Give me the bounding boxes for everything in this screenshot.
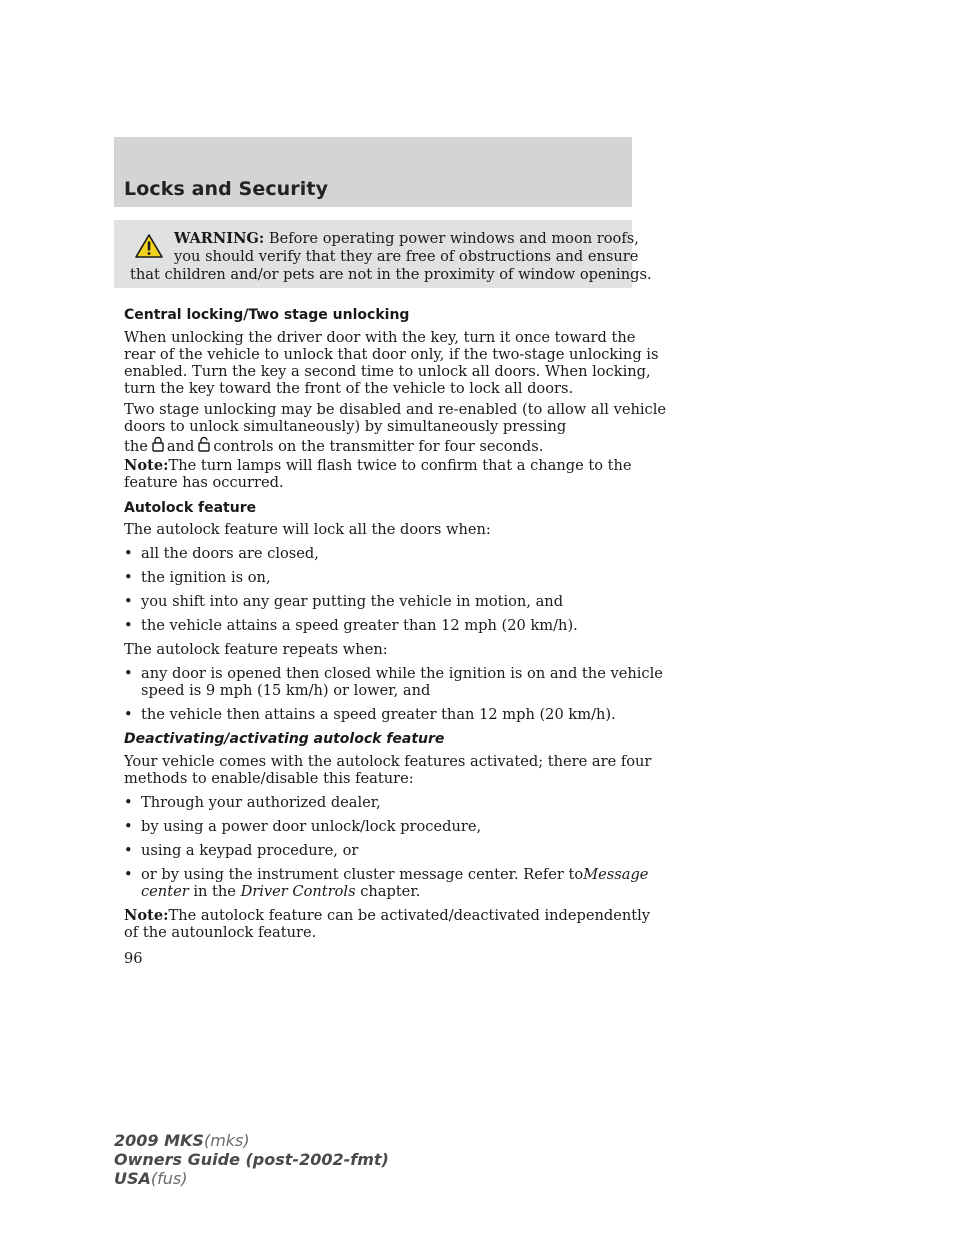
footer-guide: Owners Guide (post-2002-fmt) bbox=[114, 1150, 389, 1169]
autolock-repeat-bullet-1-line-1: any door is opened then closed while the ignition is on and the vehicle bbox=[141, 665, 663, 682]
deactivating-bullet-1: Through your authorized dealer, bbox=[141, 794, 381, 811]
deactivating-bullet-4-line-1 bbox=[141, 866, 648, 884]
central-locking-note-line-1 bbox=[124, 457, 632, 475]
autolock-heading: Autolock feature bbox=[124, 500, 257, 516]
footer-market: USA bbox=[114, 1169, 151, 1188]
warning-line-1 bbox=[174, 230, 639, 248]
note-label: Note: bbox=[124, 907, 169, 924]
autolock-repeat-bullet-2: the vehicle then attains a speed greater than 12 mph (20 km/h). bbox=[141, 706, 616, 723]
deactivating-p1-line-1: Your vehicle comes with the autolock features activated; there are four bbox=[124, 753, 652, 770]
footer-line-2 bbox=[114, 1151, 389, 1169]
bullet-dot: • bbox=[124, 818, 133, 835]
bullet-dot: • bbox=[124, 866, 133, 883]
deactivating-bullet-4-line-2 bbox=[141, 883, 420, 901]
bullet-dot: • bbox=[124, 665, 133, 682]
p2-the: the bbox=[124, 438, 148, 455]
bullet-dot: • bbox=[124, 842, 133, 859]
b4-text: or by using the instrument cluster message center. Refer to bbox=[141, 866, 584, 883]
autolock-bullet-3: you shift into any gear putting the vehicle in motion, and bbox=[141, 593, 564, 610]
page-number: 96 bbox=[124, 950, 143, 967]
deactivating-bullet-3: using a keypad procedure, or bbox=[141, 842, 359, 859]
deactivating-p1-line-2: methods to enable/disable this feature: bbox=[124, 770, 414, 787]
autolock-bullet-1: all the doors are closed, bbox=[141, 545, 319, 562]
deactivating-note-line-1 bbox=[124, 907, 650, 925]
central-locking-p1-line-3: enabled. Turn the key a second time to unlock all doors. When locking, bbox=[124, 363, 651, 380]
central-locking-p1-line-4: turn the key toward the front of the vehicle to lock all doors. bbox=[124, 380, 574, 397]
central-locking-p1-line-2: rear of the vehicle to unlock that door only, if the two-stage unlocking is bbox=[124, 346, 659, 363]
b4-chapter: chapter. bbox=[360, 883, 421, 900]
lock-icon bbox=[151, 436, 165, 452]
autolock-intro: The autolock feature will lock all the doors when: bbox=[124, 521, 491, 538]
bullet-dot: • bbox=[124, 794, 133, 811]
b4-ref-message: Message bbox=[583, 866, 649, 883]
autolock-bullet-2: the ignition is on, bbox=[141, 569, 271, 586]
central-locking-p1-line-1: When unlocking the driver door with the key, turn it once toward the bbox=[124, 329, 636, 346]
footer-line-3 bbox=[114, 1170, 188, 1188]
central-locking-p2-line-1: Two stage unlocking may be disabled and re-enabled (to allow all vehicle bbox=[124, 401, 667, 418]
note-label: Note: bbox=[124, 457, 169, 474]
central-locking-heading: Central locking/Two stage unlocking bbox=[124, 307, 410, 323]
warning-line-2: you should verify that they are free of obstructions and ensure bbox=[174, 248, 639, 265]
autolock-repeat-intro: The autolock feature repeats when: bbox=[124, 641, 388, 658]
unlock-icon bbox=[197, 436, 211, 452]
footer-model-code: (mks) bbox=[203, 1131, 250, 1150]
deactivating-heading: Deactivating/activating autolock feature bbox=[124, 731, 445, 747]
autolock-bullet-4: the vehicle attains a speed greater than 12 mph (20 km/h). bbox=[141, 617, 578, 634]
p2-and: and bbox=[166, 438, 195, 455]
deactivating-note-line-2: of the autounlock feature. bbox=[124, 924, 317, 941]
note-text: The autolock feature can be activated/deactivated independently bbox=[168, 907, 651, 924]
central-locking-p2-line-3 bbox=[124, 436, 543, 456]
deactivating-bullet-2: by using a power door unlock/lock procedure, bbox=[141, 818, 482, 835]
footer-line-1 bbox=[114, 1132, 250, 1150]
central-locking-p2-line-2: doors to unlock simultaneously) by simultaneously pressing bbox=[124, 418, 567, 435]
warning-triangle-icon bbox=[134, 233, 164, 259]
central-locking-note-line-2: feature has occurred. bbox=[124, 474, 284, 491]
autolock-repeat-bullet-1-line-2: speed is 9 mph (15 km/h) or lower, and bbox=[141, 682, 431, 699]
footer-model: 2009 MKS bbox=[114, 1131, 204, 1150]
warning-text-1: Before operating power windows and moon roofs, bbox=[268, 230, 639, 247]
bullet-dot: • bbox=[124, 545, 133, 562]
p2-rest: controls on the transmitter for four seconds. bbox=[213, 438, 544, 455]
b4-ref-driver-controls: Driver Controls bbox=[240, 883, 356, 900]
bullet-dot: • bbox=[124, 593, 133, 610]
footer-market-code: (fus) bbox=[150, 1169, 188, 1188]
warning-label: WARNING: bbox=[174, 230, 265, 247]
note-text: The turn lamps will flash twice to confirm that a change to the bbox=[168, 457, 632, 474]
section-title: Locks and Security bbox=[124, 178, 329, 200]
warning-line-3: that children and/or pets are not in the proximity of window openings. bbox=[130, 266, 652, 283]
bullet-dot: • bbox=[124, 706, 133, 723]
bullet-dot: • bbox=[124, 617, 133, 634]
b4-ref-center: center bbox=[141, 883, 189, 900]
b4-in-the: in the bbox=[193, 883, 236, 900]
bullet-dot: • bbox=[124, 569, 133, 586]
